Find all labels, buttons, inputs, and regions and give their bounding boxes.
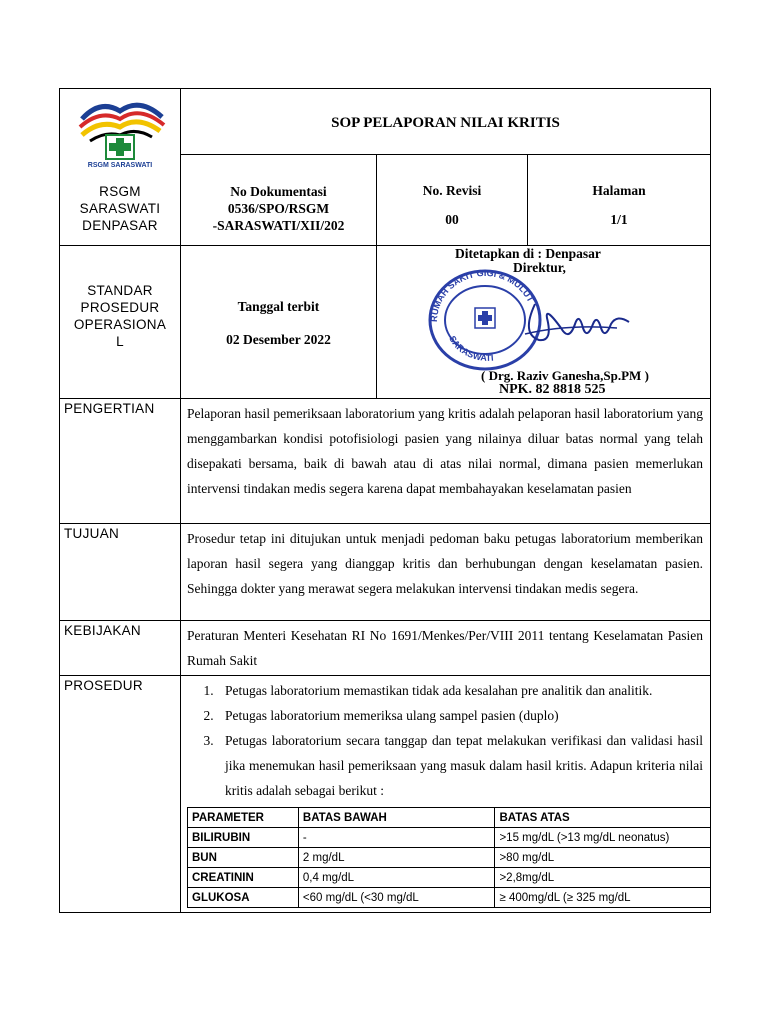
kebijakan-label: KEBIJAKAN (60, 621, 181, 676)
tujuan-text: Prosedur tetap ini ditujukan untuk menjadi pedoman baku petugas laboratorium memberikan laporan hasil segera yang dianggap kritis dan berhubungan dengan keselamatan pasien. Sehingga dokter yang merawat segera melakukan intervensi tindakan medis segera. (181, 524, 711, 621)
column-header: BATAS ATAS (495, 808, 711, 828)
tujuan-label: TUJUAN (60, 524, 181, 621)
column-header: BATAS BAWAH (298, 808, 495, 828)
table-row (188, 848, 711, 868)
role-text: Direktur, (513, 260, 566, 275)
hospital-name: RSGM SARASWATI DENPASAR (79, 184, 161, 233)
svg-text:SARASWATI: SARASWATI (447, 334, 494, 363)
prosedur-steps (181, 678, 703, 803)
prosedur-step: 3. Petugas laboratorium secara tanggap dan tepat melakukan verifikasi dan validasi hasil jika menemukan hasil pemeriksaan yang masuk dalam hasil kritis. Adapun kriteria nilai kritis adalah sebagai berikut : (217, 728, 703, 803)
lower-limit-cell: 0,4 mg/dL (298, 868, 495, 888)
page-label: Halaman (592, 183, 646, 198)
page-cell (528, 155, 711, 246)
issue-date: 02 Desember 2022 (226, 332, 331, 347)
upper-limit-cell: >15 mg/dL (>13 mg/dL neonatus) (495, 828, 711, 848)
npk-number: NPK. 82 8818 525 (499, 382, 606, 397)
upper-limit-cell: ≥ 400mg/dL (≥ 325 mg/dL (495, 888, 711, 908)
sop-table (59, 88, 711, 913)
issue-label: Tanggal terbit (237, 299, 320, 314)
doc-number-value-2: -SARASWATI/XII/202 (212, 218, 345, 233)
signatory-name: ( Drg. Raziv Ganesha,Sp.PM ) (481, 368, 649, 383)
parameter-cell: BILIRUBIN (188, 828, 299, 848)
logo-caption: RSGM SARASWATI (87, 162, 153, 169)
page-title: SOP PELAPORAN NILAI KRITIS (181, 89, 711, 155)
table-header-row (188, 808, 711, 828)
set-at-text: Ditetapkan di : Denpasar (455, 246, 601, 261)
column-header: PARAMETER (188, 808, 299, 828)
lower-limit-cell: 2 mg/dL (298, 848, 495, 868)
lower-limit-cell: <60 mg/dL (<30 mg/dL (298, 888, 495, 908)
hospital-logo (70, 97, 170, 169)
page-value: 1/1 (610, 212, 628, 227)
table-row (188, 888, 711, 908)
table-row (188, 828, 711, 848)
revision-cell (377, 155, 528, 246)
prosedur-step: 1. Petugas laboratorium memastikan tidak ada kesalahan pre analitik dan analitik. (217, 678, 703, 703)
hospital-cell (60, 89, 181, 246)
parameter-cell: BUN (188, 848, 299, 868)
pengertian-text: Pelaporan hasil pemeriksaan laboratorium yang kritis adalah pelaporan hasil laboratorium yang menggambarkan kondisi potofisiologi pasien yang nilainya diluar batas normal yang telah disepakati bersama, baik di bawah atau di atas nilai normal, dimana pasien memerlukan intervensi tindakan medis segera karena dapat membahayakan keselamatan pasien (181, 399, 711, 524)
doc-number-cell (181, 155, 377, 246)
upper-limit-cell: >2,8mg/dL (495, 868, 711, 888)
table-row (188, 868, 711, 888)
prosedur-label: PROSEDUR (60, 676, 181, 913)
prosedur-step: 2. Petugas laboratorium memeriksa ulang sampel pasien (duplo) (217, 703, 703, 728)
pengertian-label: PENGERTIAN (60, 399, 181, 524)
sop-document (59, 88, 710, 913)
upper-limit-cell: >80 mg/dL (495, 848, 711, 868)
lower-limit-cell: - (298, 828, 495, 848)
critical-values-table (187, 807, 711, 908)
revision-value: 00 (445, 212, 459, 227)
prosedur-content (181, 676, 711, 913)
revision-label: No. Revisi (422, 183, 482, 198)
signature-cell (377, 246, 711, 399)
sop-label-cell: STANDAR PROSEDUR OPERASIONA L (60, 246, 181, 399)
issue-cell (181, 246, 377, 399)
parameter-cell: GLUKOSA (188, 888, 299, 908)
svg-text:RUMAH SAKIT GIGI & MULUT: RUMAH SAKIT GIGI & MULUT (428, 267, 536, 323)
kebijakan-text: Peraturan Menteri Kesehatan RI No 1691/Menkes/Per/VIII 2011 tentang Keselamatan Pasien Rumah Sakit (181, 621, 711, 676)
doc-number-label: No Dokumentasi (230, 184, 327, 199)
doc-number-value-1: 0536/SPO/RSGM (227, 201, 330, 216)
parameter-cell: CREATININ (188, 868, 299, 888)
signature-scribble (517, 294, 637, 354)
